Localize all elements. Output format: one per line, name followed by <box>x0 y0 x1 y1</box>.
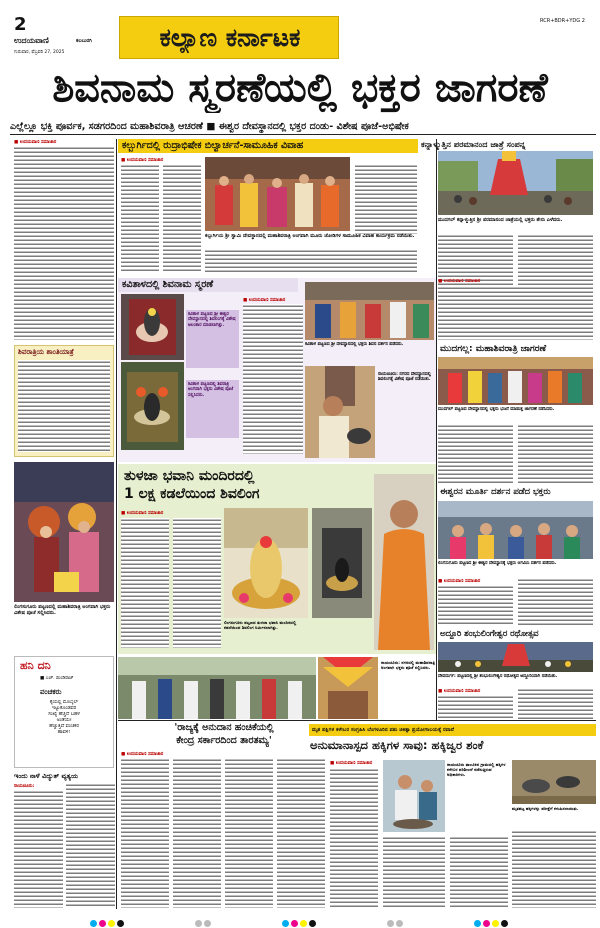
mudagal-top-text <box>438 286 593 340</box>
raichur-caption: ರಾಯಚೂರು: ನಗರದಲ್ಲಿ ಮಹಾಶಿವರಾತ್ರಿ ಅಂಗವಾಗಿ ಭಕ್ತರು ಪೂಜೆ ಸಲ್ಲಿಸಿದರು. <box>381 660 435 671</box>
edition: ಕಲಬುರಗಿ <box>76 38 92 44</box>
mudagal-photo <box>438 357 593 405</box>
adduru-text-1 <box>438 695 513 721</box>
kalburgi-text-col-2 <box>163 164 201 272</box>
birds-text-1 <box>330 768 378 908</box>
mudagal-caption: ಮುದಗಲ್ ಪಟ್ಟಣದ ದೇವಸ್ಥಾನದಲ್ಲಿ ಭಕ್ತರು ಭಜನೆ ಮಾಡುತ್ತ ಜಾಗರಣೆ ನಡೆಸಿದರು. <box>438 407 555 412</box>
birds-text-3 <box>450 836 508 908</box>
kannamuttu-photo-art <box>438 151 593 215</box>
raichur-priest-photo-art <box>305 366 375 458</box>
kalburgi-wedding-photo <box>205 157 350 231</box>
tulaja-linga-photo <box>224 508 308 618</box>
mudagal-headline: ಮುದಗಲ್ಲ: ಮಹಾಶಿವರಾತ್ರಿ ಜಾಗರಣೆ <box>440 344 547 354</box>
birds-dead-photo-art <box>512 760 596 804</box>
kalburgi-text-lower <box>205 249 417 273</box>
eshwara-headline: ಈಶ್ವರನ ಮೂರ್ತಿ ದರ್ಶನ ಪಡೆದ ಭಕ್ತರು <box>440 487 551 497</box>
kalburgi-headline: ಕಲ್ಬುರ್ಗಿದಲ್ಲಿ ರುದ್ರಾಭಿಷೇಕ ಬಿಲ್ವಾರ್ಚನೆ-ಸಾಮೂಹಿಕ ವಿವಾಹ <box>122 140 304 151</box>
kalburgi-caption: ಕಲ್ಬುರ್ಗಿಯ ಶ್ರೀ ಸ್ವಾಮಿ ದೇವಸ್ಥಾನದಲ್ಲಿ ಮಹಾಶಿವರಾತ್ರಿ ಅಂಗವಾಗಿ ಮೂರು ಜೋಡಿಗಳ ಸಾಮೂಹಿಕ ವಿವಾಹ ಕಾರ್ಯಕ್ರಮ ನಡೆಯಿತು. <box>205 233 415 239</box>
electricity-text-1 <box>14 790 63 908</box>
birds-caption-1: ರಾಯಚೂರು ತಾಲೂಕಿನ ಗ್ರಾಮದಲ್ಲಿ ಹಕ್ಕಿಗಳ ಕಳೇಬರ ಪರಿಶೀಲನೆ ನಡೆಸುತ್ತಿರುವ ಅಧಿಕಾರಿಗಳು. <box>447 762 506 778</box>
centre-text-2 <box>173 758 221 908</box>
left-ritual-photo-art <box>14 462 114 602</box>
kannamuttu-headline: ಕನ್ನಾಳ್ಮುತ್ತಿನ ಪರಮಾನಂದ ಜಾತ್ರೆ ಸಂಪನ್ನ <box>421 139 526 149</box>
left-story-byline: ■ ಉದಯವಾಣಿ ಸಮಾಚಾರ <box>14 140 57 145</box>
kannamuttu-caption: ಮುದಗಲ್ ಕನ್ನಾಳ್ಮುತ್ತಿನ ಶ್ರೀ ಪರಮಾನಂದ ಜಾತ್ರೆಯಲ್ಲಿ ಭಕ್ತರು ತೇರು ಎಳೆದರು. <box>438 217 563 223</box>
kavitala-byline: ■ ಉದಯವಾಣಿ ಸಮಾಚಾರ <box>243 298 286 303</box>
kavitala-temple-photo <box>121 362 184 450</box>
birds-officials-photo-art <box>383 760 445 832</box>
banner-headline: ಶಿವನಾಮ ಸ್ಮರಣೆಯಲ್ಲಿ ಭಕ್ತರ ಜಾಗರಣೆ <box>52 65 548 111</box>
birds-headline: ಅನುಮಾನಾಸ್ಪದ ಹಕ್ಕಿಗಳ ಸಾವು: ಹಕ್ಕಿಜ್ವರ ಶಂಕೆ <box>310 738 484 752</box>
mudagal-byline: ■ ಉದಯವಾಣಿ ಸಮಾಚಾರ <box>438 279 481 284</box>
poem-line: ಅಂತೆಯೇ <box>56 718 72 723</box>
kavitala-linga-photo <box>121 294 184 360</box>
centre-text-4 <box>277 758 325 908</box>
eshwara-text-2 <box>518 578 593 625</box>
paper-name: ಉದಯವಾಣಿ <box>14 36 49 45</box>
centre-headline-1: 'ರಾಜ್ಯಕ್ಕೆ ಅನುದಾನ ಹಂಚಿಕೆಯಲ್ಲಿ <box>174 722 274 733</box>
adduru-caption: ದೇವದುರ್ಗ: ಪಟ್ಟಣದಲ್ಲಿ ಶ್ರೀ ಶಂಭುಲಿಂಗೇಶ್ವರ ರಥೋತ್ಸವ ಅದ್ದೂರಿಯಾಗಿ ನಡೆಯಿತು. <box>438 674 558 679</box>
hanidani-title: ವಂಚಕರು <box>40 688 62 696</box>
kavitala-text <box>243 304 303 454</box>
page-number: 2 <box>14 16 27 34</box>
kalburgi-byline: ■ ಉದಯವಾಣಿ ಸಮಾಚಾರ <box>121 158 164 163</box>
centre-text-1 <box>121 758 169 908</box>
left-photo-caption: ಲಿಂಗಸುಗೂರು ಪಟ್ಟಣದಲ್ಲಿ ಮಹಾಶಿವರಾತ್ರಿ ಅಂಗವಾಗಿ ಭಕ್ತರು ವಿಶೇಷ ಪೂಜೆ ಸಲ್ಲಿಸಿದರು. <box>14 604 111 616</box>
eshwara-photo <box>438 501 593 559</box>
mudagal-photo-art <box>438 357 593 405</box>
issue-date: ಗುರುವಾರ, ಫೆಬ್ರವರಿ 27, 2025 <box>14 50 65 55</box>
electricity-headline: ಇಂದು ನಾಳೆ ವಿದ್ಯುತ್ ವ್ಯತ್ಯಯ <box>14 772 79 780</box>
eshwara-photo-art <box>438 501 593 559</box>
eshwara-caption: ಲಿಂಗಸುಗೂರು ಪಟ್ಟಣದ ಶ್ರೀ ಈಶ್ವರ ದೇವಸ್ಥಾನಕ್ಕೆ ಭಕ್ತರು ಆಗಮಿಸಿ ದರ್ಶನ ಪಡೆದರು. <box>438 561 557 566</box>
poem-line: ಇಟ್ಟುಕೊಂಡವರ <box>51 706 77 711</box>
tulaja-linga-photo-art <box>224 508 308 618</box>
electricity-byline: ರಾಯಚೂರು: <box>14 784 35 789</box>
kalburgi-text-col-3 <box>355 164 417 234</box>
mudagal-text-1 <box>438 424 513 484</box>
kannamuttu-photo <box>438 151 593 215</box>
divider <box>10 134 596 135</box>
kavitala-headline: ಕವಿತಾಳದಲ್ಲಿ ಶಿವನಾಮ ಸ್ಮರಣೆ <box>122 279 214 290</box>
tulaja-text-1 <box>121 518 169 648</box>
kavitala-devotees-photo-art <box>305 282 434 340</box>
row-divider <box>118 720 596 721</box>
birds-byline: ■ ಉದಯವಾಣಿ ಸಮಾಚಾರ <box>330 761 373 766</box>
raichur-priest-photo <box>305 366 375 458</box>
left-ritual-photo <box>14 462 114 602</box>
section-title: ಕಲ್ಯಾಣ ಕರ್ನಾಟಕ <box>159 23 301 52</box>
birds-caption-2: ಮೃತಪಟ್ಟ ಹಕ್ಕಿಗಳನ್ನು ಪರೀಕ್ಷೆಗೆ ಕಳುಹಿಸಲಾಯಿತು. <box>512 806 579 811</box>
centre-headline-2: ಕೇಂದ್ರ ಸರ್ಕಾರದಿಂದ ತಾರತಮ್ಯ' <box>176 735 272 746</box>
birds-dead-photo <box>512 760 596 804</box>
birds-text-2 <box>383 836 445 908</box>
electricity-text-2 <box>66 783 115 908</box>
tulaja-headline-1: ತುಳಜಾ ಭವಾನಿ ಮಂದಿರದಲ್ಲಿ <box>124 468 255 484</box>
registration-marks <box>90 912 510 922</box>
tulaja-byline: ■ ಉದಯವಾಣಿ ಸಮಾಚಾರ <box>121 511 164 516</box>
left-story-text <box>14 146 114 340</box>
poem-line: ಹಾವಳಿ! <box>57 730 71 735</box>
kavitala-quote-2: ಕವಿತಾಳ ಪಟ್ಟಣದಲ್ಲಿ ಶಿವರಾತ್ರಿ ಅಂಗವಾಗಿ ಭಕ್ತರು ವಿಶೇಷ ಪೂಜೆ ಸಲ್ಲಿಸಿದರು. <box>188 382 234 398</box>
centre-byline: ■ ಉದಯವಾಣಿ ಸಮಾಚಾರ <box>121 752 164 757</box>
adduru-photo-art <box>438 642 593 672</box>
banner-subhead: ಎಲ್ಲೆಲ್ಲೂ ಭಕ್ತಿ ಪೂರ್ವಕ, ಸಡಗರದಿಂದ ಮಹಾಶಿವರಾತ್ರಿ ಆಚರಣೆ ■ ಈಶ್ವರ ದೇವಸ್ಥಾನದಲ್ಲಿ ಭಕ್ತರ ದಂಡು- ವಿಶೇಷ ಪೂಜೆ-ಅಭಿಷೇಕ <box>10 121 409 132</box>
kalburgi-wedding-photo-art <box>205 157 350 231</box>
hanidani-logo: ಹನಿ ದನಿ <box>20 659 51 672</box>
eshwara-byline: ■ ಉದಯವಾಣಿ ಸಮಾಚಾರ <box>438 579 481 584</box>
print-code: RCR+BDR+YDG 2 <box>540 18 585 24</box>
kavitala-caption-1: ಕವಿತಾಳ ಪಟ್ಟಣದ ಶ್ರೀ ದೇವಸ್ಥಾನದಲ್ಲಿ ಭಕ್ತರು ಶಿವನ ದರ್ಶನ ಪಡೆದರು. <box>305 342 404 347</box>
shivaratri-box-headline: ಶಿವರಾತ್ರಿಯ ಶಾಂತಿಯಾತ್ರೆ <box>18 348 74 356</box>
procession-photo <box>318 657 378 719</box>
poem-line: ಹೆಚ್ಚುತ್ತಿವೆ ವಂಚಕರ <box>49 724 79 729</box>
saffron-swami-photo-art <box>374 474 434 650</box>
eshwara-text-1 <box>438 585 513 625</box>
hanidani-poem <box>18 700 110 764</box>
mudagal-text-2 <box>518 424 593 484</box>
adduru-photo <box>438 642 593 672</box>
poem-line: ಕೈಯಲ್ಲಿ ಮೊಬೈಲ್ <box>49 700 79 705</box>
birds-kicker: ಮೃತ ಪಕ್ಷಿಗಳ ಕಳೇಬರ ಸಂಗ್ರಹಿಸಿ ಬೆಂಗಳೂರಿನ ಪಶು ಚಿಕಿತ್ಸಾ ಪ್ರಯೋಗಾಲಯಕ್ಕೆ ರವಾನೆ <box>312 727 454 733</box>
column-divider <box>436 139 437 721</box>
procession-photo-art <box>318 657 378 719</box>
column-divider <box>116 139 117 909</box>
kavitala-temple-photo-art <box>121 362 184 450</box>
kavitala-quote-1: ಕವಿತಾಳ ಪಟ್ಟಣದ ಶ್ರೀ ಈಶ್ವರ ದೇವಸ್ಥಾನದಲ್ಲಿ ಶಿವಲಿಂಗಕ್ಕೆ ವಿಶೇಷ ಅಲಂಕಾರ ಮಾಡಲಾಗಿತ್ತು. <box>188 312 236 328</box>
tulaja-text-2 <box>173 518 221 648</box>
kavitala-devotees-photo <box>305 282 434 340</box>
tulaja-shrine-photo <box>312 508 372 618</box>
tulaja-caption: ಲಿಂಗಸುಗೂರು ಪಟ್ಟಣದ ತುಳಜಾ ಭವಾನಿ ಮಂದಿರದಲ್ಲಿ ಕಡಲೆಯಿಂದ ಶಿವಲಿಂಗ ನಿರ್ಮಿಸಲಾಗಿತ್ತು. <box>224 620 297 631</box>
birds-officials-photo <box>383 760 445 832</box>
rally-photo-art <box>118 657 316 719</box>
shivaratri-box-text <box>18 360 110 452</box>
kavitala-linga-photo-art <box>121 294 184 360</box>
hanidani-author: ■ ಎಚ್. ಡುಂಡಿರಾಜ್ <box>40 676 74 681</box>
rally-photo <box>118 657 316 719</box>
adduru-headline: ಅದ್ದೂರಿ ಶಂಭುಲಿಂಗೇಶ್ವರ ರಥೋತ್ಸವ <box>440 628 539 638</box>
kalburgi-text-col-1 <box>121 164 159 272</box>
poem-line: ಸಂಖ್ಯೆ ಹೆಚ್ಚಿದೆ ಬಹಳ <box>48 712 80 717</box>
adduru-text-2 <box>518 688 593 721</box>
centre-text-3 <box>225 758 273 908</box>
tulaja-headline-2: 1 ಲಕ್ಷ ಕಡಲೆಯಿಂದ ಶಿವಲಿಂಗ <box>124 486 260 502</box>
saffron-swami-photo <box>374 474 434 650</box>
adduru-byline: ■ ಉದಯವಾಣಿ ಸಮಾಚಾರ <box>438 689 481 694</box>
birds-text-4 <box>512 830 596 908</box>
kavitala-caption-2: ರಾಯಚೂರು: ನಗರದ ದೇವಸ್ಥಾನದಲ್ಲಿ ಶಿವಲಿಂಗಕ್ಕೆ ವಿಶೇಷ ಪೂಜೆ ನಡೆಯಿತು. <box>378 372 431 383</box>
tulaja-shrine-photo-art <box>312 508 372 618</box>
